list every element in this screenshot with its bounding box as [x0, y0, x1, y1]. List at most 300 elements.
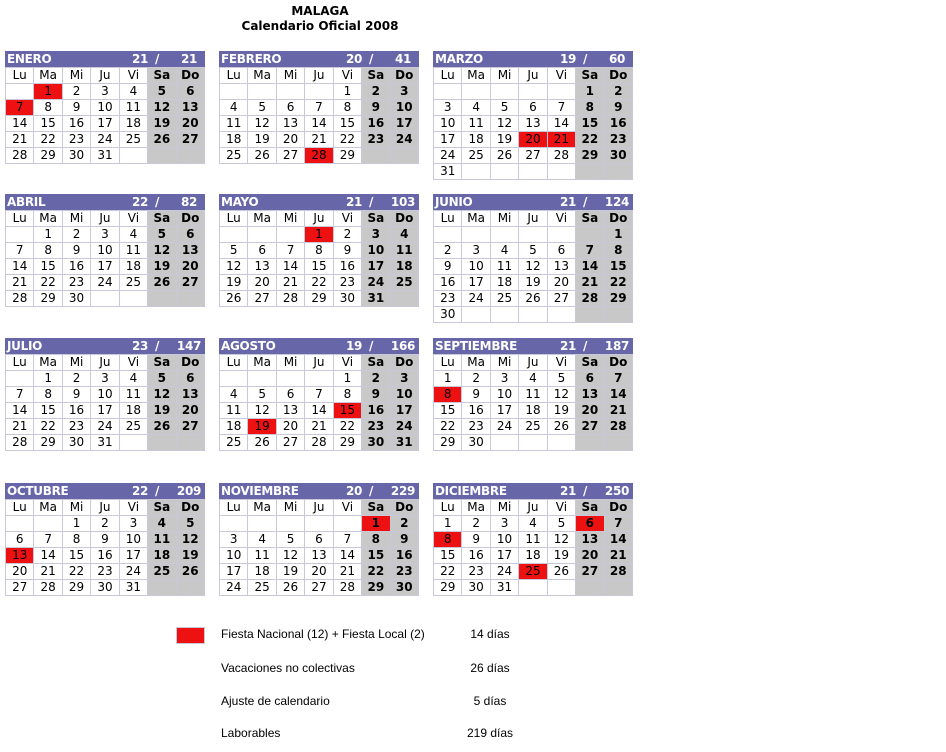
day-cell: 29 — [34, 291, 62, 307]
day-cell: 11 — [220, 403, 248, 419]
day-cell: 8 — [34, 243, 62, 259]
day-cell: 25 — [220, 148, 248, 164]
empty-cell — [519, 227, 547, 243]
day-cell: 10 — [220, 548, 248, 564]
empty-cell — [305, 516, 333, 532]
weekday-label: Ju — [305, 68, 333, 84]
day-cell: 6 — [547, 243, 575, 259]
day-cell: 18 — [119, 259, 147, 275]
day-cell: 7 — [305, 100, 333, 116]
month-cumulative-days: 147 — [176, 339, 202, 353]
empty-cell — [176, 148, 204, 164]
empty-cell — [248, 84, 276, 100]
month-work-days: 23 — [131, 339, 149, 353]
day-cell: 27 — [519, 148, 547, 164]
day-cell: 9 — [62, 243, 90, 259]
day-cell: 22 — [604, 275, 632, 291]
weekday-label: Mi — [276, 68, 304, 84]
weekday-label: Mi — [276, 500, 304, 516]
day-cell: 1 — [305, 227, 333, 243]
day-cell: 22 — [434, 564, 462, 580]
day-cell: 14 — [305, 403, 333, 419]
empty-cell — [248, 516, 276, 532]
week-row — [6, 275, 205, 291]
day-cell: 29 — [434, 580, 462, 596]
legend-label-vacations: Vacaciones no colectivas — [221, 661, 355, 675]
day-cell: 19 — [490, 132, 518, 148]
month-junio — [433, 194, 633, 323]
day-cell: 16 — [62, 259, 90, 275]
weekday-label: Lu — [220, 355, 248, 371]
day-cell: 9 — [462, 387, 490, 403]
day-cell: 14 — [6, 116, 34, 132]
week-row — [6, 387, 205, 403]
day-cell: 19 — [148, 116, 176, 132]
legend-value-workdays: 219 días — [466, 726, 514, 740]
week-row — [220, 532, 419, 548]
weekday-label: Mi — [276, 211, 304, 227]
day-cell: 19 — [276, 564, 304, 580]
day-cell: 16 — [62, 403, 90, 419]
day-cell: 13 — [305, 548, 333, 564]
day-cell: 24 — [434, 148, 462, 164]
day-cell: 16 — [91, 548, 119, 564]
week-row — [6, 148, 205, 164]
day-cell: 3 — [434, 100, 462, 116]
weekday-label: Sa — [576, 211, 604, 227]
day-cell: 28 — [34, 580, 62, 596]
empty-cell — [220, 371, 248, 387]
day-cell: 30 — [362, 435, 390, 451]
week-row — [220, 84, 419, 100]
day-cell: 6 — [305, 532, 333, 548]
day-cell: 6 — [519, 100, 547, 116]
day-cell: 3 — [390, 84, 418, 100]
weekday-label: Ju — [519, 211, 547, 227]
day-cell: 8 — [604, 243, 632, 259]
day-cell: 16 — [462, 403, 490, 419]
day-cell: 8 — [34, 387, 62, 403]
weekday-label: Sa — [362, 68, 390, 84]
day-cell: 3 — [119, 516, 147, 532]
day-cell: 27 — [276, 435, 304, 451]
day-cell: 12 — [248, 403, 276, 419]
day-cell: 15 — [604, 259, 632, 275]
day-cell: 22 — [333, 132, 361, 148]
month-name: JUNIO — [435, 195, 473, 209]
day-cell: 17 — [434, 132, 462, 148]
day-cell: 27 — [305, 580, 333, 596]
day-cell: 5 — [148, 227, 176, 243]
empty-cell — [604, 164, 632, 180]
month-name: JULIO — [7, 339, 43, 353]
day-cell: 23 — [462, 564, 490, 580]
day-cell: 26 — [220, 291, 248, 307]
month-cumulative-days: 229 — [390, 484, 416, 498]
month-header — [433, 51, 633, 67]
empty-cell — [462, 164, 490, 180]
day-cell: 14 — [333, 548, 361, 564]
day-cell: 20 — [276, 132, 304, 148]
weekday-label: Do — [604, 355, 632, 371]
empty-cell — [148, 580, 176, 596]
day-cell: 24 — [119, 564, 147, 580]
empty-cell — [576, 164, 604, 180]
empty-cell — [462, 307, 490, 323]
month-work-days: 19 — [559, 52, 577, 66]
day-cell: 17 — [119, 548, 147, 564]
month-work-days: 21 — [345, 195, 363, 209]
day-cell: 13 — [176, 243, 204, 259]
day-cell: 31 — [434, 164, 462, 180]
month-header — [5, 483, 205, 499]
month-cumulative-days: 124 — [604, 195, 630, 209]
week-row — [6, 532, 205, 548]
day-cell: 4 — [490, 243, 518, 259]
weekday-label: Mi — [490, 68, 518, 84]
month-name: DICIEMBRE — [435, 484, 507, 498]
empty-cell — [176, 435, 204, 451]
weekday-label: Do — [604, 211, 632, 227]
day-cell: 1 — [34, 227, 62, 243]
day-cell: 12 — [248, 116, 276, 132]
day-cell: 4 — [119, 227, 147, 243]
empty-cell — [490, 307, 518, 323]
day-cell: 13 — [519, 116, 547, 132]
month-day-grid — [5, 210, 205, 307]
day-cell: 27 — [176, 419, 204, 435]
day-cell: 18 — [519, 548, 547, 564]
day-cell: 31 — [362, 291, 390, 307]
weekday-label: Ma — [34, 500, 62, 516]
month-day-grid — [219, 67, 419, 164]
day-cell: 22 — [576, 132, 604, 148]
week-row — [434, 387, 633, 403]
day-cell: 9 — [91, 532, 119, 548]
day-cell: 21 — [547, 132, 575, 148]
day-cell: 17 — [462, 275, 490, 291]
day-cell: 13 — [6, 548, 34, 564]
day-cell: 28 — [305, 148, 333, 164]
day-cell: 2 — [62, 84, 90, 100]
day-cell: 16 — [62, 116, 90, 132]
day-cell: 19 — [148, 403, 176, 419]
day-cell: 29 — [34, 435, 62, 451]
day-cell: 1 — [434, 516, 462, 532]
day-cell: 14 — [276, 259, 304, 275]
legend-label-workdays: Laborables — [221, 726, 281, 740]
weekday-label: Ju — [91, 500, 119, 516]
day-cell: 8 — [305, 243, 333, 259]
weekday-label: Do — [604, 500, 632, 516]
empty-cell — [547, 164, 575, 180]
day-cell: 3 — [390, 371, 418, 387]
day-cell: 7 — [6, 100, 34, 116]
week-row — [220, 227, 419, 243]
day-cell: 26 — [519, 291, 547, 307]
day-cell: 27 — [176, 275, 204, 291]
day-cell: 1 — [333, 84, 361, 100]
day-cell: 26 — [148, 419, 176, 435]
day-cell: 28 — [6, 291, 34, 307]
week-row — [220, 435, 419, 451]
weekday-label: Lu — [6, 211, 34, 227]
day-cell: 13 — [576, 387, 604, 403]
day-cell: 12 — [547, 532, 575, 548]
month-febrero — [219, 51, 419, 164]
day-cell: 19 — [248, 419, 276, 435]
day-cell: 28 — [305, 435, 333, 451]
weekday-label: Mi — [276, 355, 304, 371]
empty-cell — [6, 227, 34, 243]
weekday-label: Vi — [333, 68, 361, 84]
empty-cell — [547, 580, 575, 596]
month-work-days: 21 — [559, 339, 577, 353]
day-cell: 22 — [333, 419, 361, 435]
day-cell: 4 — [390, 227, 418, 243]
empty-cell — [547, 435, 575, 451]
empty-cell — [519, 307, 547, 323]
week-row — [220, 564, 419, 580]
day-cell: 30 — [462, 435, 490, 451]
weekday-label: Ju — [519, 68, 547, 84]
day-cell: 20 — [305, 564, 333, 580]
month-septiembre — [433, 338, 633, 451]
day-cell: 25 — [119, 275, 147, 291]
weekday-label: Mi — [490, 355, 518, 371]
month-cumulative-days: 82 — [180, 195, 198, 209]
weekday-label: Ju — [305, 355, 333, 371]
month-header — [433, 194, 633, 210]
weekday-label: Vi — [547, 500, 575, 516]
empty-cell — [547, 227, 575, 243]
weekday-label: Lu — [220, 500, 248, 516]
empty-cell — [6, 516, 34, 532]
day-cell: 8 — [362, 532, 390, 548]
day-cell: 16 — [462, 548, 490, 564]
weekday-label: Mi — [62, 355, 90, 371]
day-cell: 18 — [220, 419, 248, 435]
week-row — [6, 435, 205, 451]
week-row — [6, 243, 205, 259]
day-cell: 23 — [462, 419, 490, 435]
day-cell: 12 — [148, 243, 176, 259]
weekday-label: Do — [390, 500, 418, 516]
day-cell: 18 — [519, 403, 547, 419]
month-separator: / — [155, 52, 160, 66]
day-cell: 2 — [362, 84, 390, 100]
month-cumulative-days: 60 — [608, 52, 626, 66]
day-cell: 5 — [148, 84, 176, 100]
week-row — [434, 580, 633, 596]
day-cell: 24 — [390, 419, 418, 435]
day-cell: 21 — [305, 419, 333, 435]
day-cell: 25 — [390, 275, 418, 291]
weekday-label: Vi — [119, 211, 147, 227]
day-cell: 24 — [91, 132, 119, 148]
empty-cell — [434, 84, 462, 100]
day-cell: 23 — [434, 291, 462, 307]
month-day-grid — [433, 354, 633, 451]
day-cell: 14 — [604, 532, 632, 548]
month-header — [5, 194, 205, 210]
week-row — [220, 259, 419, 275]
day-cell: 11 — [220, 116, 248, 132]
day-cell: 22 — [34, 419, 62, 435]
day-cell: 4 — [148, 516, 176, 532]
day-cell: 23 — [390, 564, 418, 580]
city-title: MALAGA — [291, 4, 349, 18]
day-cell: 9 — [390, 532, 418, 548]
day-cell: 25 — [462, 148, 490, 164]
day-cell: 13 — [176, 100, 204, 116]
day-cell: 21 — [576, 275, 604, 291]
week-row — [6, 84, 205, 100]
day-cell: 6 — [176, 84, 204, 100]
day-cell: 8 — [576, 100, 604, 116]
day-cell: 7 — [6, 387, 34, 403]
day-cell: 27 — [248, 291, 276, 307]
week-row — [434, 243, 633, 259]
empty-cell — [490, 227, 518, 243]
empty-cell — [6, 84, 34, 100]
week-row — [220, 100, 419, 116]
month-cumulative-days: 187 — [604, 339, 630, 353]
day-cell: 21 — [276, 275, 304, 291]
day-cell: 6 — [176, 227, 204, 243]
day-cell: 1 — [34, 371, 62, 387]
week-row — [6, 548, 205, 564]
day-cell: 4 — [462, 100, 490, 116]
day-cell: 15 — [333, 116, 361, 132]
month-work-days: 20 — [345, 484, 363, 498]
day-cell: 16 — [604, 116, 632, 132]
weekday-label: Lu — [220, 211, 248, 227]
weekday-label: Mi — [62, 500, 90, 516]
day-cell: 27 — [6, 580, 34, 596]
day-cell: 7 — [305, 387, 333, 403]
weekday-label: Vi — [333, 211, 361, 227]
day-cell: 5 — [276, 532, 304, 548]
day-cell: 22 — [305, 275, 333, 291]
day-cell: 25 — [248, 580, 276, 596]
day-cell: 21 — [6, 419, 34, 435]
day-cell: 1 — [333, 371, 361, 387]
day-cell: 2 — [604, 84, 632, 100]
month-name: NOVIEMBRE — [221, 484, 299, 498]
month-day-grid — [433, 499, 633, 596]
empty-cell — [604, 435, 632, 451]
weekday-label: Ma — [462, 211, 490, 227]
empty-cell — [490, 435, 518, 451]
day-cell: 5 — [220, 243, 248, 259]
week-row — [6, 100, 205, 116]
week-row — [434, 227, 633, 243]
day-cell: 17 — [91, 403, 119, 419]
week-row — [434, 419, 633, 435]
empty-cell — [119, 291, 147, 307]
month-header — [219, 483, 419, 499]
month-separator: / — [369, 52, 374, 66]
day-cell: 23 — [604, 132, 632, 148]
month-day-grid — [5, 67, 205, 164]
day-cell: 2 — [462, 371, 490, 387]
day-cell: 26 — [148, 132, 176, 148]
month-day-grid — [219, 499, 419, 596]
empty-cell — [604, 307, 632, 323]
weekday-label: Lu — [434, 355, 462, 371]
day-cell: 29 — [362, 580, 390, 596]
day-cell: 20 — [547, 275, 575, 291]
weekday-label: Sa — [362, 355, 390, 371]
day-cell: 14 — [34, 548, 62, 564]
week-row — [220, 371, 419, 387]
week-row — [434, 164, 633, 180]
weekday-label: Ma — [34, 68, 62, 84]
day-cell: 17 — [490, 403, 518, 419]
day-cell: 10 — [490, 532, 518, 548]
week-row — [6, 580, 205, 596]
weekday-label: Do — [176, 68, 204, 84]
day-cell: 8 — [62, 532, 90, 548]
empty-cell — [576, 580, 604, 596]
day-cell: 24 — [362, 275, 390, 291]
day-cell: 15 — [34, 116, 62, 132]
day-cell: 22 — [34, 132, 62, 148]
day-cell: 15 — [362, 548, 390, 564]
month-mayo — [219, 194, 419, 307]
calendar-subtitle: Calendario Oficial 2008 — [241, 19, 399, 33]
weekday-label: Ju — [305, 500, 333, 516]
week-row — [220, 148, 419, 164]
weekday-label: Lu — [6, 68, 34, 84]
weekday-label: Mi — [62, 68, 90, 84]
weekday-label: Vi — [119, 500, 147, 516]
weekday-label: Lu — [434, 500, 462, 516]
day-cell: 20 — [176, 259, 204, 275]
day-cell: 5 — [248, 100, 276, 116]
day-cell: 8 — [34, 100, 62, 116]
month-noviembre — [219, 483, 419, 596]
day-cell: 10 — [91, 243, 119, 259]
empty-cell — [576, 227, 604, 243]
day-cell: 5 — [547, 516, 575, 532]
week-row — [434, 259, 633, 275]
day-cell: 18 — [119, 116, 147, 132]
day-cell: 12 — [148, 387, 176, 403]
day-cell: 17 — [220, 564, 248, 580]
day-cell: 21 — [305, 132, 333, 148]
day-cell: 28 — [604, 419, 632, 435]
day-cell: 1 — [362, 516, 390, 532]
month-separator: / — [583, 484, 588, 498]
day-cell: 7 — [276, 243, 304, 259]
day-cell: 15 — [34, 403, 62, 419]
day-cell: 25 — [119, 419, 147, 435]
weekday-label: Lu — [434, 68, 462, 84]
day-cell: 29 — [333, 435, 361, 451]
day-cell: 20 — [248, 275, 276, 291]
weekday-label: Lu — [6, 500, 34, 516]
month-cumulative-days: 166 — [390, 339, 416, 353]
day-cell: 14 — [604, 387, 632, 403]
day-cell: 21 — [6, 275, 34, 291]
day-cell: 8 — [333, 100, 361, 116]
day-cell: 23 — [91, 564, 119, 580]
month-work-days: 21 — [559, 195, 577, 209]
day-cell: 20 — [6, 564, 34, 580]
day-cell: 26 — [547, 419, 575, 435]
